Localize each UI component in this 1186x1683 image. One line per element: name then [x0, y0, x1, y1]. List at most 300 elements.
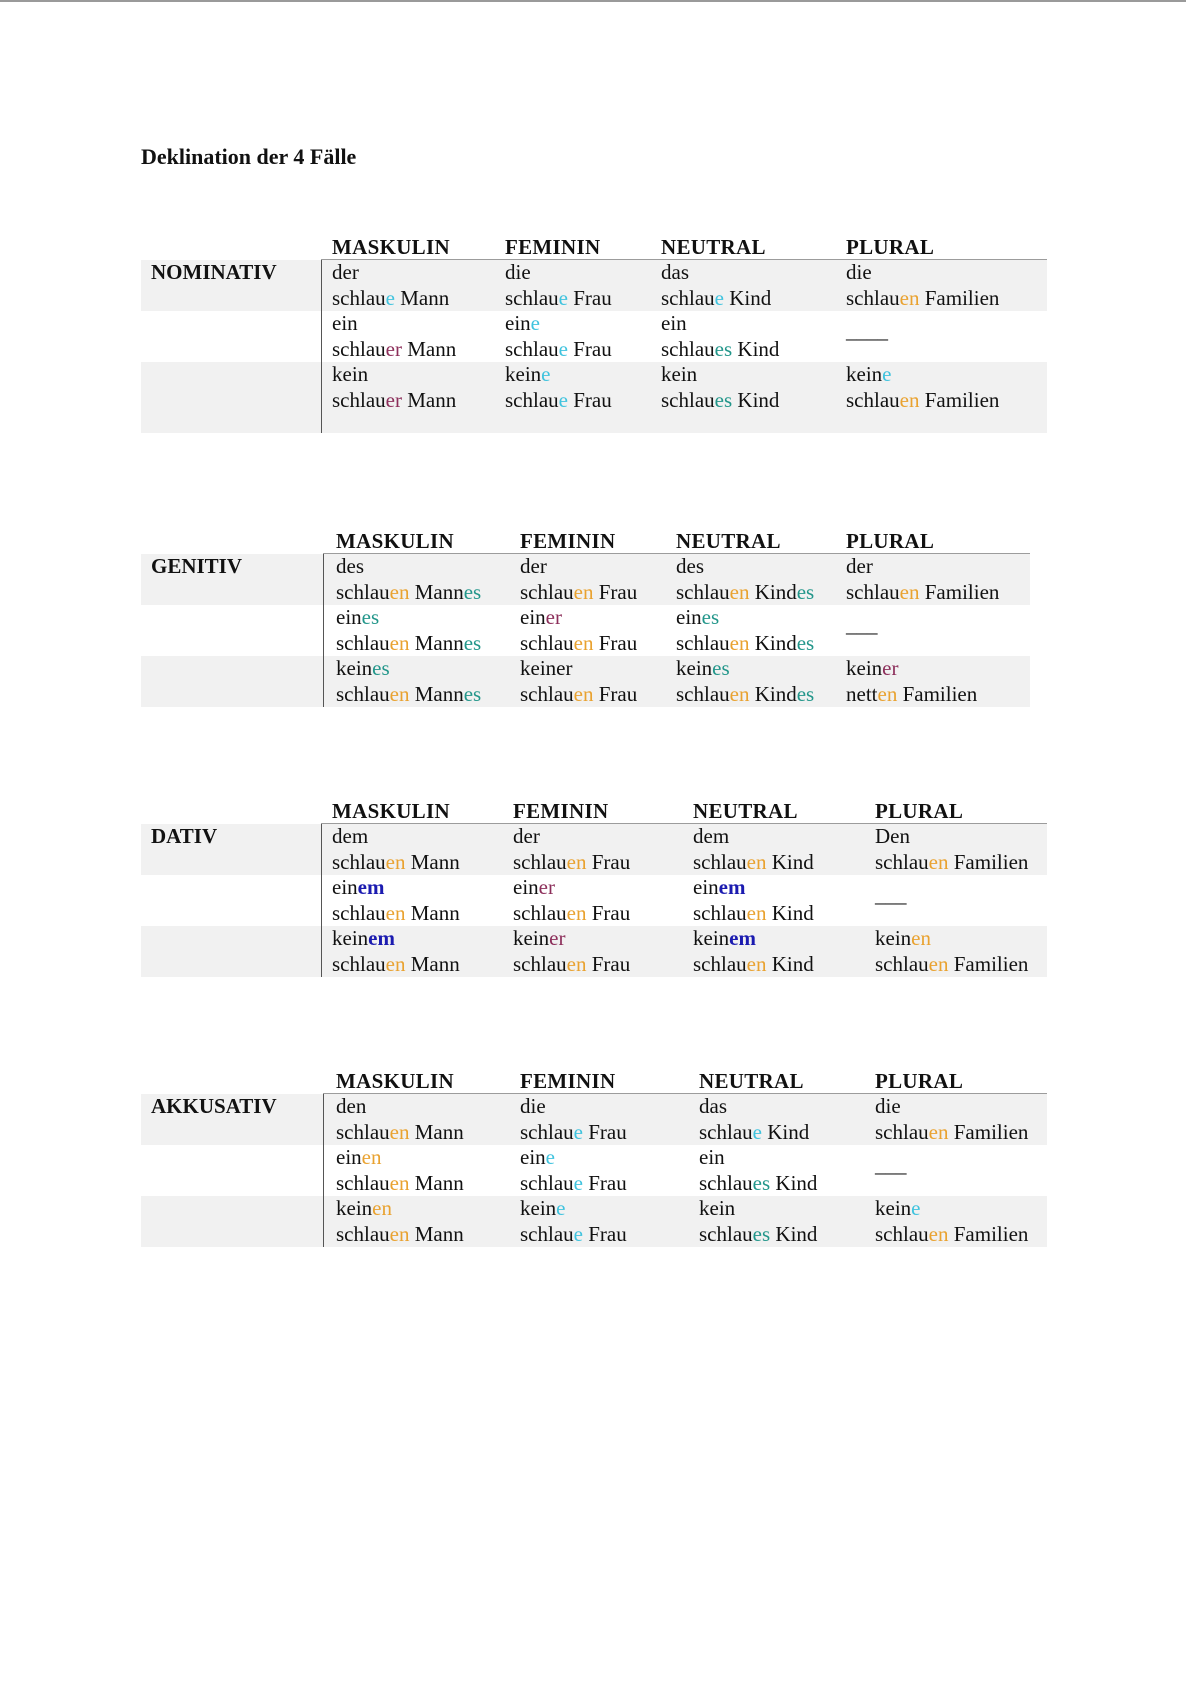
word-text: Mann: [405, 849, 460, 874]
word-text: kein: [336, 1196, 373, 1220]
article-line: [513, 875, 630, 901]
article-line: [875, 883, 907, 909]
ending-en: en: [385, 849, 406, 874]
ending-er: er: [385, 336, 402, 361]
noun-phrase-line: [520, 1120, 627, 1146]
word-text: dem: [332, 824, 369, 848]
article-line: [336, 554, 481, 580]
ending-en: en: [573, 579, 594, 604]
word-text: kein: [676, 656, 713, 680]
cell-maskulin: [332, 362, 456, 413]
word-text: ein: [520, 1145, 546, 1169]
noun-phrase-line: [520, 1222, 627, 1248]
noun-phrase-line: [332, 337, 456, 363]
cell-feminin: [505, 311, 612, 362]
noun-phrase-line: [846, 286, 999, 312]
word-text: Kind: [749, 681, 797, 706]
noun-phrase-line: [332, 952, 460, 978]
word-text: ein: [505, 311, 531, 335]
word-text: schlau: [699, 1221, 753, 1246]
word-text: schlau: [505, 336, 559, 361]
word-text: Familien: [948, 849, 1029, 874]
ending-e: e: [530, 311, 540, 335]
word-text: kein: [513, 926, 550, 950]
word-text: ein: [676, 605, 702, 629]
noun-phrase-line: [661, 286, 771, 312]
word-text: Kind: [770, 1170, 818, 1195]
article-line: [520, 605, 637, 631]
noun-phrase-line: [336, 1120, 464, 1146]
word-text: kein: [875, 926, 912, 950]
noun-phrase-line: [661, 337, 779, 363]
word-text: schlau: [661, 387, 715, 412]
word-text: schlau: [875, 1221, 929, 1246]
article-line: [875, 1094, 1028, 1120]
word-text: des: [676, 554, 704, 578]
ending-e: e: [714, 285, 724, 310]
ending-en: en: [928, 1119, 949, 1144]
ending-en: en: [566, 951, 587, 976]
declension-row-2: [141, 875, 1047, 926]
ending-er: er: [882, 656, 899, 680]
word-text: schlau: [676, 681, 730, 706]
article-line: [875, 824, 1028, 850]
cell-plural: [875, 1145, 907, 1179]
table-header: [141, 529, 1030, 554]
column-divider: [323, 554, 324, 707]
cell-neutral: [661, 362, 779, 413]
cell-feminin: [520, 554, 637, 605]
ending-en: en: [361, 1145, 382, 1169]
dativ-table: [141, 799, 1047, 977]
declension-row-1: [141, 1094, 1047, 1145]
noun-phrase-line: [505, 388, 612, 414]
article-line: [332, 311, 456, 337]
word-text: Frau: [567, 387, 612, 412]
word-text: schlau: [336, 1170, 390, 1195]
word-text: schlau: [505, 387, 559, 412]
word-text: Kind: [766, 849, 814, 874]
word-text: Mann: [409, 1221, 464, 1246]
header-rule: [321, 259, 1047, 260]
word-text: kein: [505, 362, 542, 386]
article-line: [513, 824, 630, 850]
noun-phrase-line: [875, 1120, 1028, 1146]
ending-e: e: [573, 1221, 583, 1246]
word-text: Kind: [732, 387, 780, 412]
table-header: [141, 1069, 1047, 1094]
noun-phrase-line: [520, 1171, 627, 1197]
word-text: Frau: [582, 1170, 627, 1195]
header-feminin: FEMININ: [513, 799, 609, 823]
word-text: schlau: [846, 387, 900, 412]
column-divider: [321, 824, 322, 977]
ending-er: er: [549, 926, 566, 950]
word-text: Kind: [749, 579, 797, 604]
word-text: schlau: [520, 630, 574, 655]
word-text: das: [699, 1094, 727, 1118]
case-label: DATIV: [151, 824, 218, 848]
word-text: schlau: [336, 579, 390, 604]
ending-en: en: [566, 849, 587, 874]
declension-row-1: [141, 824, 1047, 875]
ending-es: es: [796, 579, 815, 604]
word-text: schlau: [693, 900, 747, 925]
ending-es: es: [714, 387, 733, 412]
header-neutral: NEUTRAL: [693, 799, 798, 823]
ending-en: en: [899, 387, 920, 412]
genitiv-table: [141, 529, 1030, 707]
article-line: [676, 656, 814, 682]
cell-feminin: [513, 824, 630, 875]
nominativ-table: [141, 235, 1047, 433]
word-text: schlau: [336, 1221, 390, 1246]
ending-er: er: [545, 605, 562, 629]
word-text: Mann: [405, 900, 460, 925]
word-text: ein: [336, 605, 362, 629]
word-text: ein: [693, 875, 719, 899]
cell-neutral: [661, 311, 779, 362]
word-text: schlau: [520, 1119, 574, 1144]
ending-es: es: [752, 1221, 771, 1246]
article-line: [693, 875, 814, 901]
header-plural: PLURAL: [875, 799, 964, 823]
word-text: schlau: [336, 1119, 390, 1144]
word-text: nett: [846, 681, 878, 706]
noun-phrase-line: [336, 682, 481, 708]
header-plural: PLURAL: [846, 529, 935, 553]
word-text: dem: [693, 824, 730, 848]
noun-phrase-line: [699, 1222, 817, 1248]
ending-es: es: [796, 681, 815, 706]
cell-plural: [846, 656, 977, 707]
ending-en: en: [729, 630, 750, 655]
cell-plural: [875, 926, 1028, 977]
word-text: schlau: [661, 336, 715, 361]
ending-e: e: [556, 1196, 566, 1220]
word-text: des: [336, 554, 364, 578]
cell-plural: [846, 311, 888, 345]
article-line: [520, 1145, 627, 1171]
noun-phrase-line: [699, 1171, 817, 1197]
word-text: schlau: [875, 951, 929, 976]
header-neutral: NEUTRAL: [699, 1069, 804, 1093]
ending-en: en: [566, 900, 587, 925]
table-body: [141, 824, 1047, 977]
header-rule: [323, 553, 1030, 554]
noun-phrase-line: [336, 631, 481, 657]
cell-neutral: [676, 554, 814, 605]
ending-es: es: [463, 579, 482, 604]
case-label: AKKUSATIV: [151, 1094, 277, 1118]
article-line: [661, 311, 779, 337]
declension-row-1: [141, 260, 1047, 311]
ending-es: es: [712, 656, 730, 680]
noun-phrase-line: [332, 286, 449, 312]
ending-e: e: [541, 362, 551, 386]
word-text: ___: [846, 613, 878, 637]
cell-feminin: [513, 875, 630, 926]
ending-es: es: [361, 605, 380, 629]
article-line: [336, 1094, 464, 1120]
ending-e: e: [558, 336, 568, 361]
word-text: Frau: [582, 1119, 627, 1144]
article-line: [520, 656, 637, 682]
cell-maskulin: [336, 1196, 464, 1247]
article-line: [332, 824, 460, 850]
cell-feminin: [520, 605, 637, 656]
cell-plural: [875, 1094, 1028, 1145]
ending-es: es: [463, 630, 482, 655]
word-text: die: [505, 260, 531, 284]
word-text: kein: [661, 362, 698, 386]
ending-e: e: [573, 1119, 583, 1144]
word-text: schlau: [699, 1170, 753, 1195]
cell-neutral: [661, 260, 771, 311]
word-text: kein: [846, 362, 883, 386]
article-line: [332, 926, 460, 952]
noun-phrase-line: [676, 580, 814, 606]
word-text: den: [336, 1094, 367, 1118]
ending-en: en: [389, 630, 410, 655]
word-text: ein: [699, 1145, 725, 1169]
word-text: schlau: [332, 951, 386, 976]
ending-en: en: [928, 951, 949, 976]
word-text: schlau: [661, 285, 715, 310]
article-line: [699, 1196, 817, 1222]
cell-plural: [846, 554, 999, 605]
cell-plural: [846, 605, 878, 639]
cell-feminin: [520, 1094, 627, 1145]
ending-en: en: [389, 681, 410, 706]
word-text: kein: [332, 926, 369, 950]
noun-phrase-line: [846, 580, 999, 606]
noun-phrase-line: [661, 388, 779, 414]
header-rule: [321, 823, 1047, 824]
word-text: Mann: [401, 387, 457, 412]
noun-phrase-line: [520, 631, 637, 657]
word-text: Kind: [766, 900, 814, 925]
article-line: [699, 1145, 817, 1171]
article-line: [846, 554, 999, 580]
word-text: Frau: [586, 900, 631, 925]
ending-en: en: [899, 285, 920, 310]
cell-maskulin: [336, 605, 481, 656]
word-text: Familien: [948, 1119, 1029, 1144]
word-text: Mann: [409, 681, 464, 706]
article-line: [699, 1094, 809, 1120]
declension-row-2: [141, 1145, 1047, 1196]
ending-en: en: [729, 681, 750, 706]
declension-row-3: [141, 926, 1047, 977]
word-text: der: [520, 554, 547, 578]
word-text: schlau: [520, 681, 574, 706]
noun-phrase-line: [332, 388, 456, 414]
ending-en: en: [389, 1119, 410, 1144]
word-text: Familien: [919, 285, 1000, 310]
word-text: schlau: [513, 951, 567, 976]
ending-en: en: [372, 1196, 392, 1220]
ending-en: en: [389, 1221, 410, 1246]
cell-plural: [846, 260, 999, 311]
word-text: Den: [875, 824, 910, 848]
article-line: [332, 875, 460, 901]
cell-neutral: [699, 1196, 817, 1247]
word-text: Frau: [567, 336, 612, 361]
cell-neutral: [676, 605, 814, 656]
cell-feminin: [520, 656, 637, 707]
noun-phrase-line: [336, 580, 481, 606]
ending-en: en: [389, 579, 410, 604]
word-text: schlau: [699, 1119, 753, 1144]
word-text: schlau: [332, 387, 386, 412]
table-body: [141, 1094, 1047, 1247]
ending-er: er: [538, 875, 555, 899]
article-line: [676, 605, 814, 631]
word-text: schlau: [693, 951, 747, 976]
ending-es: es: [752, 1170, 771, 1195]
word-text: schlau: [520, 1170, 574, 1195]
ending-e: e: [573, 1170, 583, 1195]
ending-er: er: [385, 387, 402, 412]
ending-en: en: [385, 951, 406, 976]
word-text: ein: [513, 875, 539, 899]
table-body: [141, 260, 1047, 433]
article-line: [693, 824, 814, 850]
declension-row-1: [141, 554, 1030, 605]
word-text: schlau: [520, 579, 574, 604]
word-text: ein: [520, 605, 546, 629]
cell-plural: [875, 875, 907, 909]
header-feminin: FEMININ: [520, 1069, 616, 1093]
ending-en: en: [746, 849, 767, 874]
case-label: NOMINATIV: [151, 260, 277, 284]
ending-en: en: [928, 849, 949, 874]
word-text: Frau: [593, 579, 638, 604]
word-text: schlau: [676, 579, 730, 604]
ending-en: en: [573, 630, 594, 655]
cell-maskulin: [332, 260, 449, 311]
article-line: [520, 1196, 627, 1222]
word-text: Frau: [586, 951, 631, 976]
word-text: schlau: [505, 285, 559, 310]
ending-en: en: [911, 926, 931, 950]
noun-phrase-line: [336, 1222, 464, 1248]
word-text: Kind: [749, 630, 797, 655]
word-text: Familien: [919, 579, 1000, 604]
word-text: ein: [661, 311, 687, 335]
ending-en: en: [573, 681, 594, 706]
header-rule: [323, 1093, 1047, 1094]
ending-em: em: [357, 875, 385, 899]
word-text: kein: [336, 656, 373, 680]
article-line: [332, 260, 449, 286]
word-text: Kind: [770, 1221, 818, 1246]
table-header: [141, 235, 1047, 260]
ending-e: e: [558, 387, 568, 412]
ending-e: e: [882, 362, 892, 386]
ending-e: e: [911, 1196, 921, 1220]
cell-feminin: [505, 260, 612, 311]
article-line: [846, 362, 999, 388]
word-text: schlau: [875, 849, 929, 874]
ending-en: en: [746, 951, 767, 976]
word-text: schlau: [332, 285, 386, 310]
noun-phrase-line: [513, 952, 630, 978]
ending-en: en: [877, 681, 898, 706]
word-text: der: [846, 554, 873, 578]
word-text: schlau: [336, 630, 390, 655]
ending-es: es: [701, 605, 720, 629]
article-line: [875, 926, 1028, 952]
ending-en: en: [928, 1221, 949, 1246]
word-text: keiner: [520, 656, 573, 680]
word-text: Mann: [401, 336, 457, 361]
page-title: Deklination der 4 Fälle: [141, 144, 357, 169]
cell-plural: [875, 1196, 1028, 1247]
word-text: ____: [846, 319, 888, 343]
ending-en: en: [389, 1170, 410, 1195]
noun-phrase-line: [332, 901, 460, 927]
ending-es: es: [372, 656, 390, 680]
header-maskulin: MASKULIN: [336, 1069, 454, 1093]
word-text: Frau: [567, 285, 612, 310]
word-text: Kind: [723, 285, 772, 310]
ending-en: en: [729, 579, 750, 604]
word-text: der: [513, 824, 540, 848]
article-line: [846, 260, 999, 286]
noun-phrase-line: [513, 901, 630, 927]
word-text: ein: [332, 311, 358, 335]
akkusativ-table: [141, 1069, 1047, 1247]
table-body: [141, 554, 1030, 707]
header-maskulin: MASKULIN: [332, 235, 450, 259]
word-text: Frau: [586, 849, 631, 874]
cell-maskulin: [332, 311, 456, 362]
ending-e: e: [385, 285, 395, 310]
cell-neutral: [699, 1094, 809, 1145]
noun-phrase-line: [336, 1171, 464, 1197]
article-line: [875, 1153, 907, 1179]
noun-phrase-line: [676, 631, 814, 657]
article-line: [676, 554, 814, 580]
word-text: schlau: [332, 336, 386, 361]
ending-e: e: [752, 1119, 762, 1144]
ending-e: e: [545, 1145, 555, 1169]
article-line: [513, 926, 630, 952]
word-text: schlau: [336, 681, 390, 706]
word-text: kein: [699, 1196, 736, 1220]
declension-row-2: [141, 605, 1030, 656]
noun-phrase-line: [693, 901, 814, 927]
case-label: GENITIV: [151, 554, 243, 578]
cell-maskulin: [336, 1094, 464, 1145]
word-text: ein: [336, 1145, 362, 1169]
word-text: ___: [875, 883, 907, 907]
article-line: [336, 605, 481, 631]
noun-phrase-line: [875, 952, 1028, 978]
cell-maskulin: [336, 554, 481, 605]
noun-phrase-line: [505, 337, 612, 363]
noun-phrase-line: [846, 388, 999, 414]
noun-phrase-line: [699, 1120, 809, 1146]
cell-neutral: [699, 1145, 817, 1196]
column-divider: [321, 260, 322, 433]
declension-row-3: [141, 656, 1030, 707]
noun-phrase-line: [875, 850, 1028, 876]
article-line: [336, 1196, 464, 1222]
ending-e: e: [558, 285, 568, 310]
